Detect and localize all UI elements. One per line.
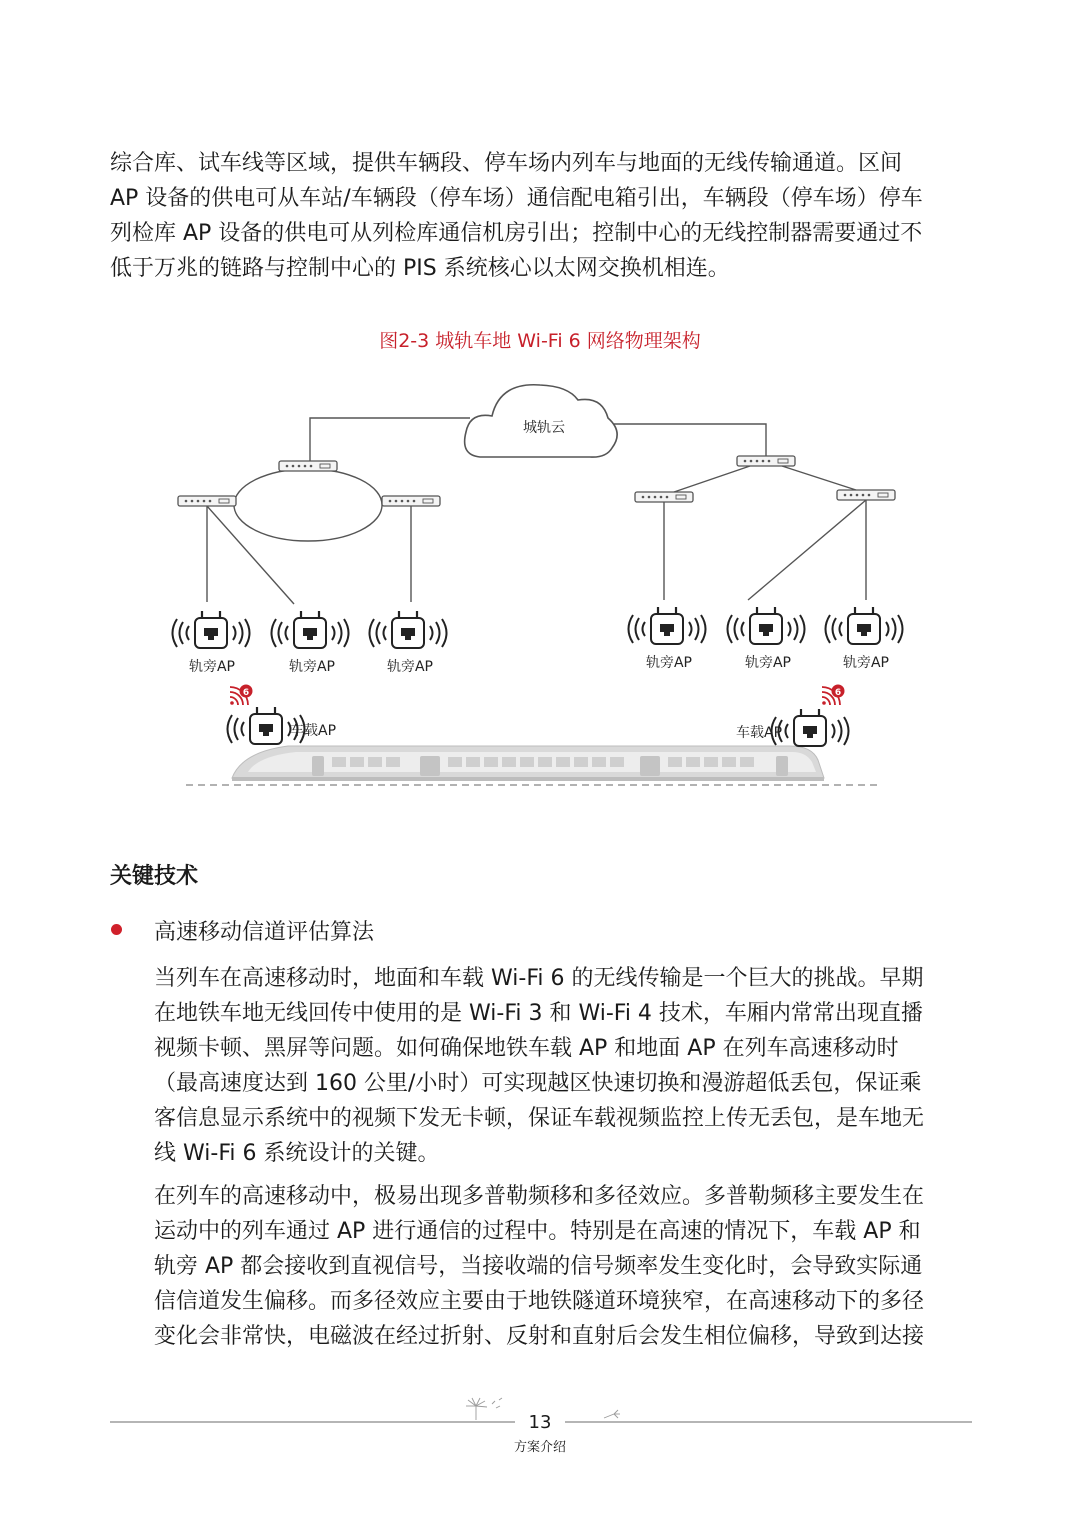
paragraph-line: 线 Wi-Fi 6 系统设计的关键。 <box>154 1141 440 1166</box>
trackside-ap-icon <box>728 607 805 644</box>
trackside-ap-label: 轨旁AP <box>645 655 693 671</box>
paragraph-line: 变化会非常快，电磁波在经过折射、反射和直射后会发生相位偏移，导致到达接 <box>154 1324 925 1349</box>
train <box>232 746 824 781</box>
section-title: 关键技术 <box>110 864 199 889</box>
paragraph-line: 客信息显示系统中的视频下发无卡顿，保证车载视频监控上传无丢包，是车地无 <box>154 1106 925 1131</box>
paragraph-line: 轨旁 AP 都会接收到直视信号，当接收端的信号频率发生变化时，会导致实际通 <box>154 1254 923 1279</box>
intro-line: 低于万兆的链路与控制中心的 PIS 系统核心以太网交换机相连。 <box>110 256 730 281</box>
trackside-ap-label: 轨旁AP <box>744 655 792 671</box>
core-switch-left <box>279 461 337 471</box>
core-switch-right <box>737 456 795 466</box>
train-ap-icon <box>772 709 849 746</box>
page-number: 13 <box>528 1412 552 1433</box>
access-switch-left <box>635 492 693 502</box>
trackside-ap-label: 轨旁AP <box>188 659 236 675</box>
ring-switch-right <box>382 496 440 506</box>
cloud-label: 城轨云 <box>523 420 565 436</box>
trackside-ap-icon <box>629 607 706 644</box>
train-ap-label: 车载AP <box>736 725 783 741</box>
trackside-ap-icon <box>173 611 250 648</box>
figure-title: 图2-3 城轨车地 Wi-Fi 6 网络物理架构 <box>379 330 701 352</box>
footer-label: 方案介绍 <box>513 1440 566 1455</box>
ring-network <box>234 469 382 541</box>
intro-line: 列检库 AP 设备的供电可从列检库通信机房引出；控制中心的无线控制器需要通过不 <box>110 221 923 246</box>
paragraph-line: （最高速度达到 160 公里/小时）可实现越区快速切换和漫游超低丢包，保证乘 <box>154 1071 922 1096</box>
wifi6-badge-number: 6 <box>242 688 250 698</box>
train-ap-label: 车载AP <box>290 723 337 739</box>
wifi6-badge-number: 6 <box>834 688 842 698</box>
access-switch-right <box>837 490 895 500</box>
network-architecture-diagram <box>160 370 920 810</box>
trackside-ap-label: 轨旁AP <box>288 659 336 675</box>
paragraph-line: 在列车的高速移动中，极易出现多普勒频移和多径效应。多普勒频移主要发生在 <box>154 1184 925 1209</box>
trackside-ap-icon <box>826 607 903 644</box>
bullet-paragraph-1 <box>154 961 968 1171</box>
trackside-ap-icon <box>272 611 349 648</box>
bullet-dot-icon <box>111 924 122 935</box>
intro-line: 综合库、试车线等区域，提供车辆段、停车场内列车与地面的无线传输通道。区间 <box>110 151 903 176</box>
ring-switch-left <box>178 496 236 506</box>
trackside-ap-icon <box>370 611 447 648</box>
trackside-ap-label: 轨旁AP <box>842 655 890 671</box>
paragraph-line: 信信道发生偏移。而多径效应主要由于地铁隧道环境狭窄，在高速移动下的多径 <box>154 1289 925 1314</box>
intro-line: AP 设备的供电可从车站/车辆段（停车场）通信配电箱引出，车辆段（停车场）停车 <box>110 186 923 211</box>
paragraph-line: 在地铁车地无线回传中使用的是 Wi-Fi 3 和 Wi-Fi 4 技术，车厢内常常出现直播 <box>154 1001 923 1026</box>
access-links <box>207 466 866 604</box>
paragraph-line: 当列车在高速移动时，地面和车载 Wi-Fi 6 的无线传输是一个巨大的挑战。早期 <box>154 966 924 991</box>
paragraph-line: 运动中的列车通过 AP 进行通信的过程中。特别是在高速的情况下，车载 AP 和 <box>154 1219 921 1244</box>
bullet-paragraph-2 <box>154 1179 968 1354</box>
trackside-ap-label: 轨旁AP <box>386 659 434 675</box>
bullet-title: 高速移动信道评估算法 <box>154 920 375 945</box>
paragraph-line: 视频卡顿、黑屏等问题。如何确保地铁车载 AP 和地面 AP 在列车高速移动时 <box>154 1036 899 1061</box>
intro-paragraph <box>110 146 972 286</box>
